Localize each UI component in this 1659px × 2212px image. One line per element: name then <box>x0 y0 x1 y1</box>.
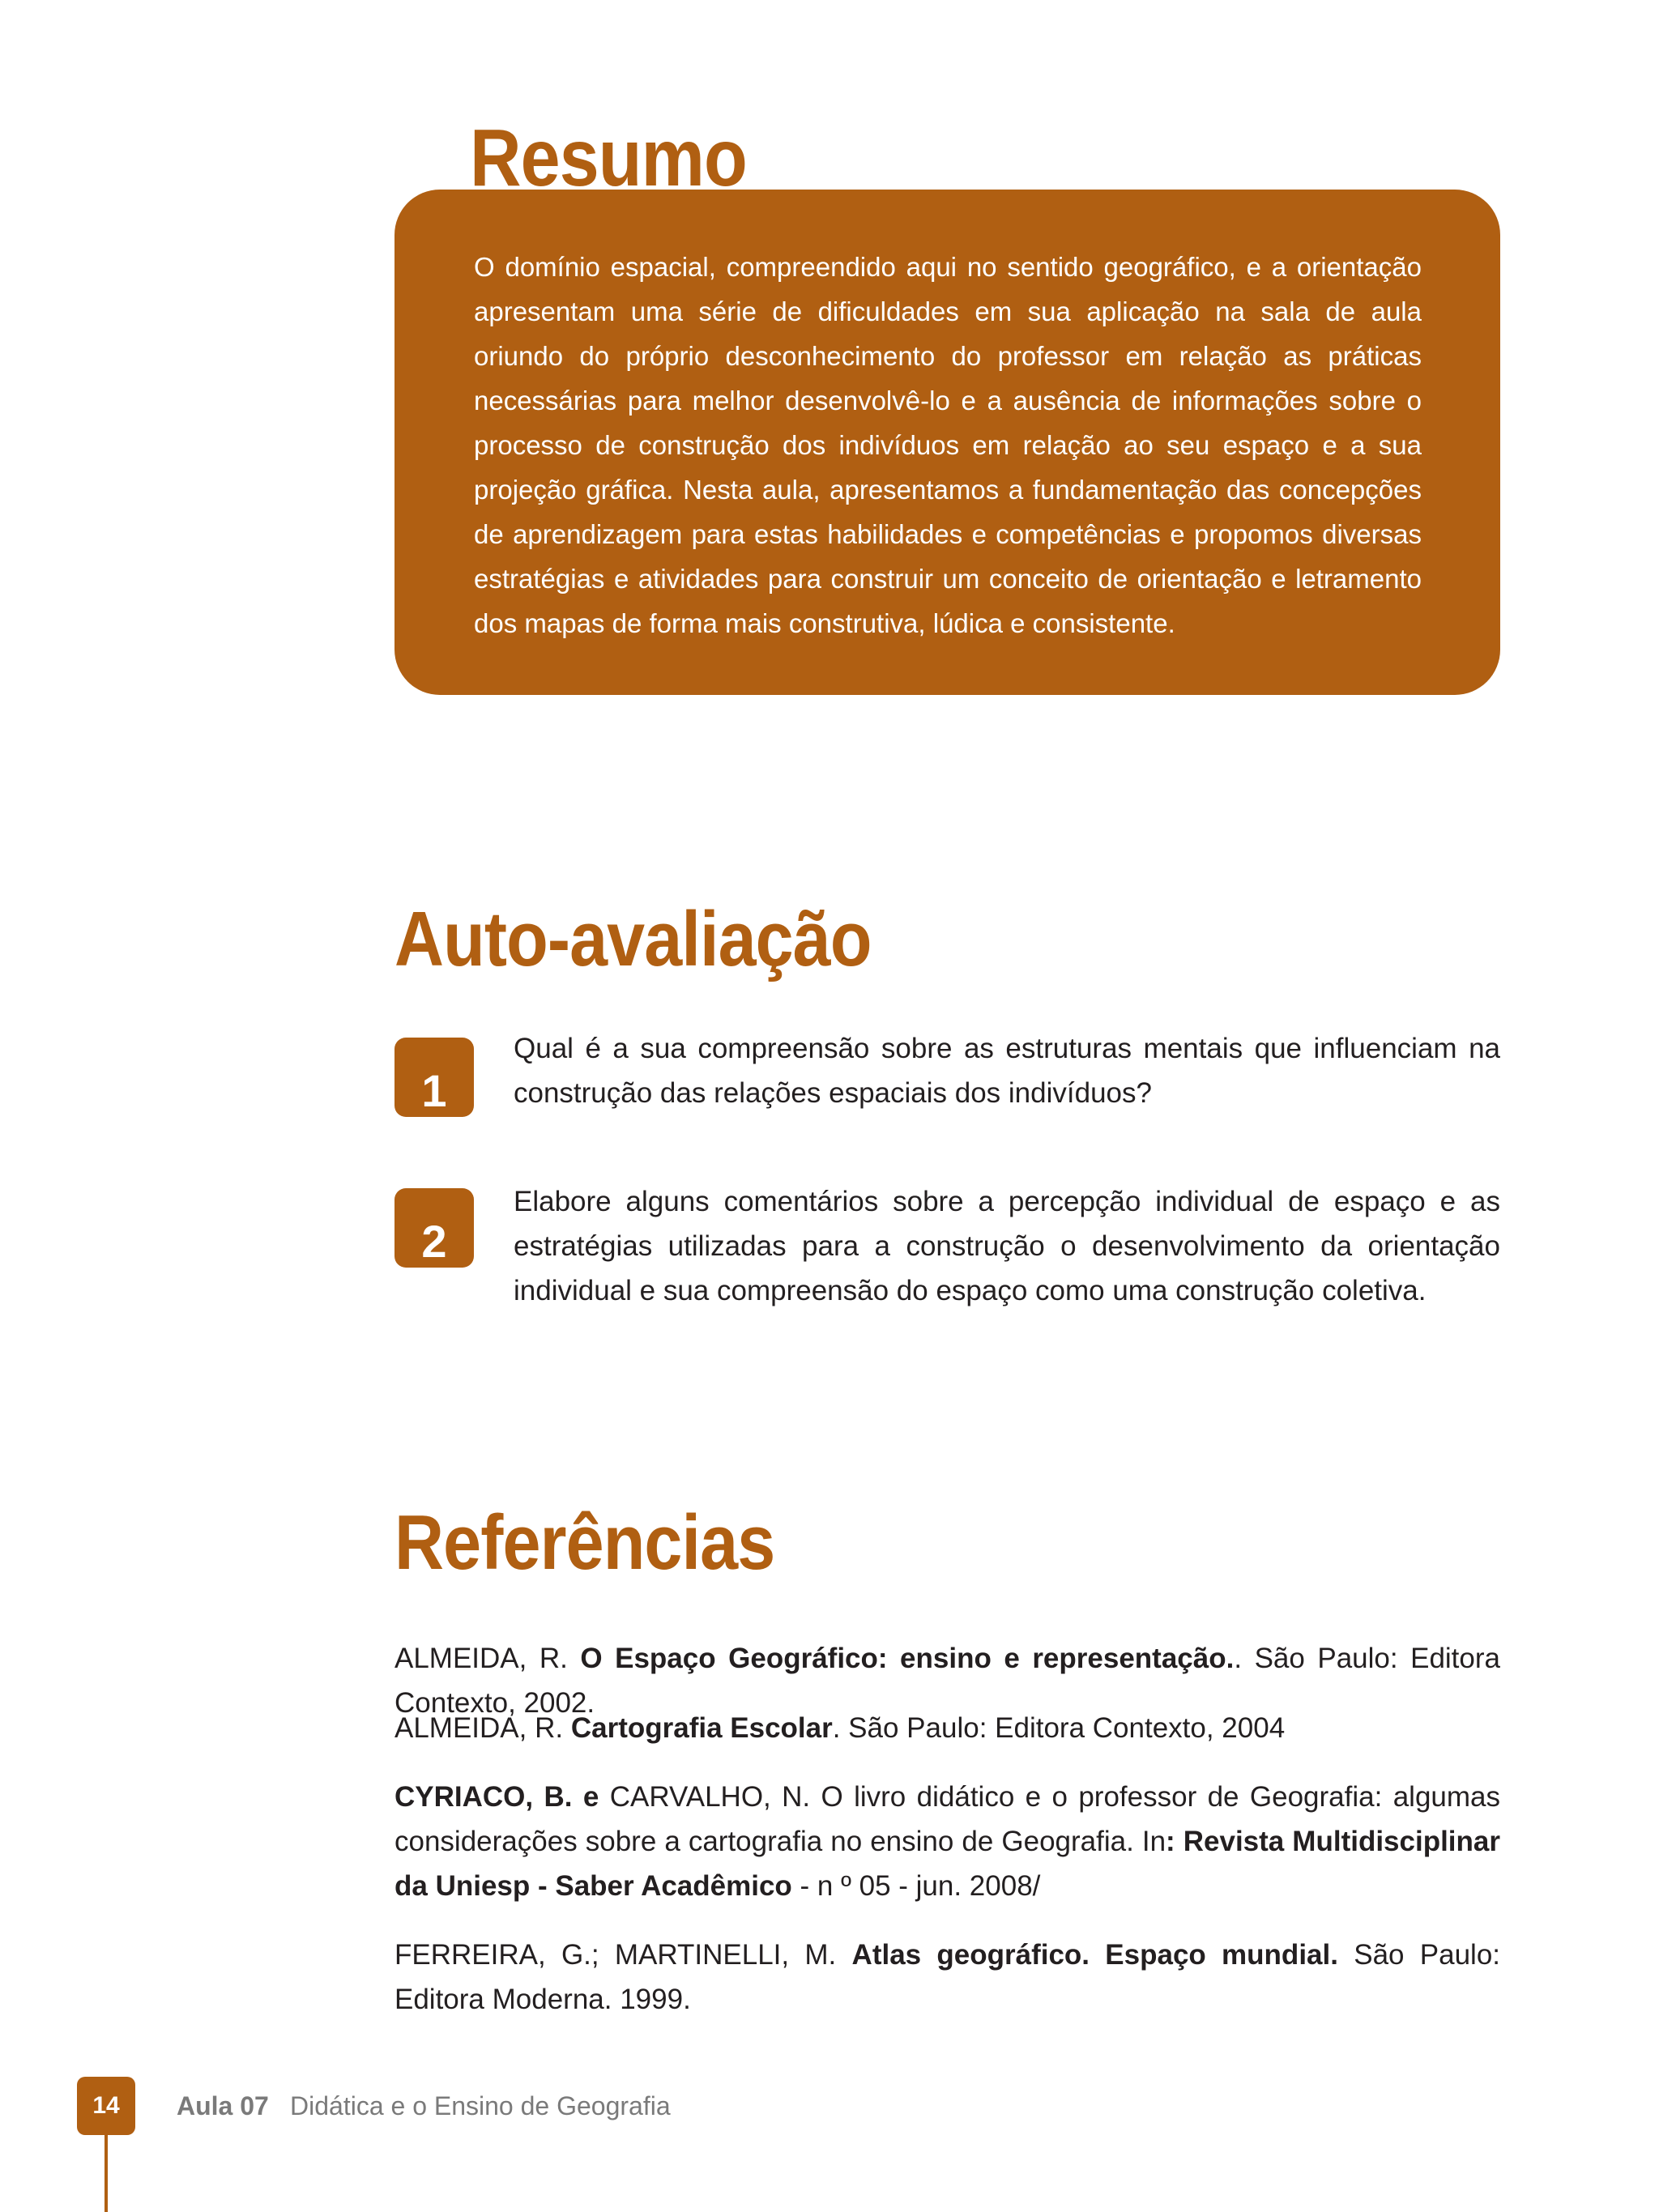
reference-author: ALMEIDA, R. <box>394 1643 581 1674</box>
reference-title: Atlas geográfico. Espaço mundial. <box>851 1939 1338 1971</box>
reference-item <box>394 1775 1500 1908</box>
reference-item <box>394 1706 1500 1750</box>
reference-details: . São Paulo: Editora Contexto, 2002. <box>394 1643 1500 1719</box>
reference-journal: : Revista Multidisciplinar da Uniesp - Saber Acadêmico <box>394 1826 1500 1902</box>
resumo-title: Resumo <box>470 113 747 203</box>
page-number-badge: 14 <box>77 2077 135 2135</box>
footer-lesson-label: Aula 07 <box>177 2091 269 2120</box>
footer-course-title: Didática e o Ensino de Geografia <box>290 2091 671 2120</box>
reference-details: CARVALHO, N. O livro didático e o professor de Geografia: algumas considerações sobre a cartografia no ensino de Geografia. In <box>394 1781 1500 1857</box>
reference-title: Cartografia Escolar <box>570 1712 833 1744</box>
reference-author-bold: CYRIACO, B. e <box>394 1781 599 1813</box>
reference-author: FERREIRA, G.; MARTINELLI, M. <box>394 1939 852 1971</box>
reference-details: São Paulo: Editora Moderna. 1999. <box>394 1939 1501 2015</box>
referencias-title: Referências <box>394 1499 775 1586</box>
question-text: Elabore alguns comentários sobre a percepção individual de espaço e as estratégias utilizadas para a construção o desenvolvimento da orientação individual e sua compreensão do espaço como uma construção coletiva. <box>514 1186 1500 1306</box>
reference-author: ALMEIDA, R. <box>394 1712 571 1744</box>
reference-item <box>394 1933 1500 2022</box>
reference-title: O Espaço Geográfico: ensino e representação. <box>580 1643 1235 1674</box>
reference-issue: - n º 05 - jun. 2008/ <box>791 1870 1041 1902</box>
resumo-text: O domínio espacial, compreendido aqui no sentido geográfico, e a orientação apresentam uma série de dificuldades em sua aplicação na sala de aula oriundo do próprio desconhecimento do professor em relação as práticas necessárias para melhor desenvolvê-lo e a ausência de informações sobre o processo de construção dos indivíduos em relação ao seu espaço e a sua projeção gráfica. Nesta aula, apresentamos a fundamentação das concepções de aprendizagem para estas habilidades e competências e propomos diversas estratégias e atividades para construir um conceito de orientação e letramento dos mapas de forma mais construtiva, lúdica e consistente. <box>474 252 1422 638</box>
auto-avaliacao-title: Auto-avaliação <box>394 896 872 982</box>
reference-details: . São Paulo: Editora Contexto, 2004 <box>832 1712 1286 1744</box>
footer-divider <box>104 2135 108 2212</box>
question-number-badge: 1 <box>394 1038 474 1117</box>
question-number-badge: 2 <box>394 1188 474 1268</box>
question-text: Qual é a sua compreensão sobre as estruturas mentais que influenciam na construção das relações espaciais dos indivíduos? <box>514 1033 1500 1109</box>
